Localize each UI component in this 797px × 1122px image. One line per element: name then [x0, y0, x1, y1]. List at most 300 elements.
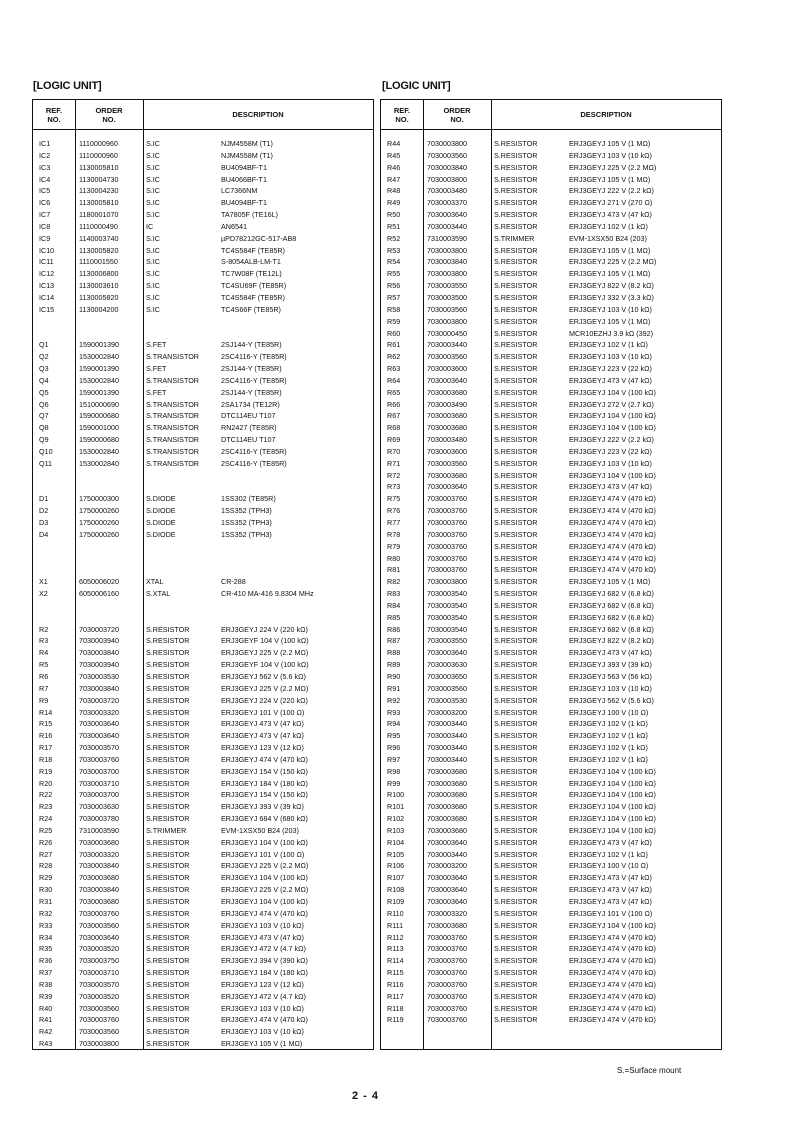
cell-typ: S.RESISTOR	[494, 600, 538, 610]
table-row	[33, 422, 373, 434]
cell-val: ERJ3GEYJ 105 V (1 MΩ)	[569, 269, 651, 279]
table-row	[381, 943, 721, 955]
cell-ord: 7030003680	[79, 873, 119, 883]
table-row	[33, 150, 373, 162]
table-row	[381, 967, 721, 979]
cell-typ: S.RESISTOR	[146, 908, 190, 918]
cell-typ: S.RESISTOR	[494, 612, 538, 622]
cell-val: ERJ3GEYJ 104 V (100 kΩ)	[569, 423, 656, 433]
table-row	[33, 197, 373, 209]
table-row	[33, 683, 373, 695]
cell-ord: 7030003720	[79, 695, 119, 705]
cell-ref: R44	[387, 139, 401, 148]
cell-ord: 7030003720	[79, 624, 119, 634]
cell-typ: S.RESISTOR	[146, 861, 190, 871]
cell-typ: S.RESISTOR	[494, 186, 538, 196]
cell-typ: S.RESISTOR	[494, 529, 538, 539]
cell-ord: 7030003320	[79, 849, 119, 859]
cell-val: AN6541	[221, 221, 247, 231]
table-row	[381, 375, 721, 387]
table-row	[381, 209, 721, 221]
cell-ord: 7030003640	[427, 873, 467, 883]
cell-ord: 1750000260	[79, 529, 119, 539]
cell-ord: 1130005820	[79, 292, 119, 302]
cell-val: ERJ3GEYJ 472 V (4.7 kΩ)	[221, 991, 306, 1001]
table-row	[33, 813, 373, 825]
cell-ref: R79	[387, 541, 401, 551]
cell-ref: R28	[39, 861, 53, 871]
cell-ref: R86	[387, 624, 401, 634]
table-row	[33, 754, 373, 766]
cell-ord: 7030003200	[427, 861, 467, 871]
cell-ref: R111	[387, 920, 404, 930]
cell-ord: 7030003710	[79, 778, 119, 788]
cell-typ: S.RESISTOR	[494, 802, 538, 812]
cell-ref: R53	[387, 245, 401, 255]
cell-val: ERJ3GEYF 104 V (100 kΩ)	[221, 660, 309, 670]
cell-typ: S.RESISTOR	[494, 825, 538, 835]
cell-val: ERJ3GEYJ 473 V (47 kΩ)	[569, 482, 652, 492]
table-row	[381, 339, 721, 351]
cell-ref: R42	[39, 1027, 53, 1037]
cell-ref: R45	[387, 150, 401, 160]
cell-ord: 7030003540	[427, 624, 467, 634]
cell-typ: S.RESISTOR	[494, 423, 538, 433]
cell-typ: S.RESISTOR	[494, 814, 538, 824]
cell-ref: R4	[39, 648, 49, 658]
cell-ref: R91	[387, 683, 401, 693]
table-row	[381, 481, 721, 493]
cell-ref: R31	[39, 897, 53, 906]
cell-ord: 7030003440	[427, 221, 467, 231]
cell-typ: S.RESISTOR	[146, 671, 190, 681]
table-row	[381, 316, 721, 328]
cell-ord: 7030003540	[427, 589, 467, 599]
cell-val: ERJ3GEYF 104 V (100 kΩ)	[221, 636, 309, 646]
table-row	[33, 328, 373, 340]
cell-ord: 1750000300	[79, 494, 119, 504]
cell-typ: S.RESISTOR	[494, 210, 538, 220]
cell-ord: 7030000450	[427, 328, 467, 338]
table-row	[381, 659, 721, 671]
cell-ord: 7030003320	[427, 908, 467, 918]
cell-val: ERJ3GEYJ 682 V (6.8 kΩ)	[569, 624, 654, 634]
cell-val: ERJ3GEYJ 474 V (470 kΩ)	[569, 506, 656, 516]
cell-ref: D4	[39, 529, 49, 539]
cell-val: ERJ3GEYJ 104 V (100 kΩ)	[569, 470, 656, 480]
cell-ord: 1130004230	[79, 186, 119, 196]
cell-ref: IC15	[39, 304, 55, 314]
cell-typ: S.RESISTOR	[146, 778, 190, 788]
cell-val: CR-410 MA-416 9.8304 MHz	[221, 589, 314, 599]
left-header-description	[143, 100, 373, 129]
cell-val: ERJ3GEYJ 474 V (470 kΩ)	[569, 518, 656, 527]
table-row	[33, 470, 373, 482]
table-row	[33, 707, 373, 719]
cell-ord: 7030003840	[79, 885, 119, 895]
left-section-title: [LOGIC UNIT]	[33, 80, 102, 92]
cell-ref: R14	[39, 707, 53, 717]
table-row	[381, 754, 721, 766]
table-row	[33, 209, 373, 221]
table-row	[33, 434, 373, 446]
cell-typ: S.RESISTOR	[494, 162, 538, 172]
cell-ord: 7030003760	[427, 944, 467, 954]
cell-typ: S.TRIMMER	[146, 825, 187, 835]
cell-val: ERJ3GEYJ 474 V (470 kΩ)	[569, 553, 656, 563]
cell-ref: R88	[387, 648, 401, 658]
cell-val: ERJ3GEYJ 105 V (1 MΩ)	[569, 245, 651, 255]
cell-typ: S.RESISTOR	[146, 897, 190, 906]
cell-ord: 7030003760	[79, 1015, 119, 1025]
table-row	[381, 695, 721, 707]
cell-typ: S.RESISTOR	[494, 695, 538, 705]
cell-ref: R75	[387, 494, 401, 504]
table-row	[381, 718, 721, 730]
cell-ord: 6050006160	[79, 589, 119, 599]
cell-ord: 1750000260	[79, 518, 119, 527]
cell-ord: 1130003610	[79, 281, 119, 291]
table-row	[33, 837, 373, 849]
cell-typ: S.TRANSISTOR	[146, 423, 199, 433]
left-header-description-text: DESCRIPTION	[232, 110, 284, 119]
cell-val: ERJ3GEYJ 101 V (100 Ω)	[221, 707, 305, 717]
cell-val: ERJ3GEYJ 105 V (1 MΩ)	[569, 316, 651, 326]
cell-ord: 7030003630	[427, 660, 467, 670]
cell-ref: IC5	[39, 186, 51, 196]
cell-val: ERJ3GEYJ 224 V (220 kΩ)	[221, 695, 308, 705]
cell-ord: 7030003530	[427, 695, 467, 705]
cell-ord: 1130004730	[79, 174, 119, 184]
left-header-ref-text: REF. NO.	[45, 105, 63, 124]
cell-ord: 7310003590	[79, 825, 119, 835]
cell-typ: S.RESISTOR	[494, 352, 538, 362]
table-row	[33, 316, 373, 328]
cell-val: ERJ3GEYJ 225 V (2.2 MΩ)	[221, 885, 309, 895]
cell-ref: R108	[387, 885, 405, 895]
cell-ref: R119	[387, 1015, 404, 1025]
cell-typ: S.RESISTOR	[494, 979, 538, 989]
cell-val: ERJ3GEYJ 562 V (5.6 kΩ)	[569, 695, 654, 705]
table-row	[33, 517, 373, 529]
table-row	[381, 328, 721, 340]
cell-val: BU4094BF-T1	[221, 162, 267, 172]
cell-typ: S.RESISTOR	[494, 1003, 538, 1013]
cell-ord: 7030003760	[427, 1015, 467, 1025]
cell-typ: S.RESISTOR	[146, 731, 190, 741]
cell-ord: 7030003560	[427, 304, 467, 314]
cell-val: ERJ3GEYJ 104 V (100 kΩ)	[569, 790, 656, 800]
cell-val: ERJ3GEYJ 473 V (47 kΩ)	[569, 648, 652, 658]
cell-ref: R90	[387, 671, 401, 681]
table-row	[381, 1003, 721, 1015]
cell-val: ERJ3GEYJ 474 V (470 kΩ)	[569, 991, 656, 1001]
cell-ord: 7030003440	[427, 731, 467, 741]
cell-ord: 1590001390	[79, 364, 119, 374]
cell-val: 2SC4116-Y (TE85R)	[221, 352, 287, 362]
cell-ord: 1590000680	[79, 411, 119, 421]
table-row	[33, 801, 373, 813]
table-row	[381, 304, 721, 316]
cell-typ: S.RESISTOR	[494, 719, 538, 729]
cell-typ: S.RESISTOR	[494, 897, 538, 906]
cell-val: TC4S584F (TE85R)	[221, 245, 285, 255]
cell-typ: S.IC	[146, 233, 160, 243]
cell-ord: 1140003740	[79, 233, 119, 243]
cell-ref: R47	[387, 174, 401, 184]
cell-ref: R58	[387, 304, 401, 314]
left-header-order	[75, 100, 143, 129]
cell-val: 2SC4116-Y (TE85R)	[221, 446, 287, 456]
table-row	[33, 280, 373, 292]
cell-val: 2SJ144-Y (TE85R)	[221, 340, 282, 350]
table-row	[381, 742, 721, 754]
cell-ref: R96	[387, 743, 401, 753]
cell-typ: S.RESISTOR	[146, 920, 190, 930]
cell-typ: S.RESISTOR	[494, 553, 538, 563]
table-row	[381, 363, 721, 375]
cell-ord: 7030003680	[427, 825, 467, 835]
cell-ord: 1530002840	[79, 446, 119, 456]
cell-ref: Q9	[39, 435, 49, 445]
cell-typ: S.IC	[146, 186, 160, 196]
cell-ord: 7030003640	[427, 210, 467, 220]
cell-ref: R32	[39, 908, 53, 918]
cell-ref: R49	[387, 198, 401, 208]
cell-val: ERJ3GEYJ 822 V (8.2 kΩ)	[569, 281, 654, 291]
cell-val: 2SC4116-Y (TE85R)	[221, 458, 287, 468]
table-row	[33, 529, 373, 541]
cell-val: ERJ3GEYJ 474 V (470 kΩ)	[221, 754, 308, 764]
cell-val: ERJ3GEYJ 225 V (2.2 MΩ)	[221, 861, 309, 871]
table-row	[381, 422, 721, 434]
cell-val: 2SJ144-Y (TE85R)	[221, 364, 282, 374]
cell-ref: R71	[387, 458, 401, 468]
table-row	[381, 624, 721, 636]
cell-typ: S.DIODE	[146, 518, 176, 527]
cell-typ: S.IC	[146, 245, 160, 255]
table-row	[33, 458, 373, 470]
cell-ord: 7030003550	[427, 281, 467, 291]
cell-val: CR-288	[221, 577, 246, 587]
cell-val: ERJ3GEYJ 222 V (2.2 kΩ)	[569, 186, 654, 196]
cell-typ: S.RESISTOR	[494, 375, 538, 385]
cell-val: ERJ3GEYJ 472 V (4.7 kΩ)	[221, 944, 306, 954]
cell-val: ERJ3GEYJ 104 V (100 kΩ)	[221, 837, 308, 847]
cell-ord: 7030003760	[427, 541, 467, 551]
cell-val: LC7366NM	[221, 186, 258, 196]
table-row	[381, 920, 721, 932]
cell-ref: R41	[39, 1015, 53, 1025]
cell-typ: S.RESISTOR	[146, 636, 190, 646]
cell-typ: S.RESISTOR	[494, 399, 538, 409]
table-row	[33, 730, 373, 742]
cell-typ: S.RESISTOR	[494, 707, 538, 717]
table-row	[381, 470, 721, 482]
table-row	[381, 908, 721, 920]
table-row	[381, 778, 721, 790]
table-row	[381, 872, 721, 884]
cell-val: DTC114EU T107	[221, 411, 276, 421]
cell-ref: D3	[39, 518, 49, 527]
cell-ref: R64	[387, 375, 401, 385]
table-row	[33, 387, 373, 399]
cell-ref: R67	[387, 411, 401, 421]
table-row	[381, 529, 721, 541]
cell-val: ERJ3GEYJ 474 V (470 kΩ)	[569, 968, 656, 978]
cell-val: ERJ3GEYJ 225 V (2.2 MΩ)	[569, 162, 657, 172]
table-row	[33, 908, 373, 920]
table-row	[381, 789, 721, 801]
left-parts-table	[32, 99, 374, 1050]
cell-ref: IC4	[39, 174, 51, 184]
table-row	[33, 766, 373, 778]
cell-typ: S.RESISTOR	[146, 956, 190, 966]
table-row	[33, 493, 373, 505]
table-row	[33, 174, 373, 186]
cell-val: TC4S584F (TE85R)	[221, 292, 285, 302]
cell-ord: 7030003680	[427, 766, 467, 776]
cell-val: 2SJ144-Y (TE85R)	[221, 387, 282, 397]
cell-ref: R29	[39, 873, 53, 883]
cell-ord: 7030003680	[427, 790, 467, 800]
left-header-order-text: ORDER NO.	[95, 105, 123, 124]
cell-ord: 7030003560	[79, 920, 119, 930]
cell-val: ERJ3GEYJ 102 V (1 kΩ)	[569, 743, 648, 753]
cell-ord: 1110000960	[79, 150, 118, 160]
cell-typ: S.RESISTOR	[146, 743, 190, 753]
cell-typ: S.RESISTOR	[494, 766, 538, 776]
cell-ord: 7030003640	[427, 482, 467, 492]
cell-typ: S.IC	[146, 139, 160, 148]
cell-typ: S.RESISTOR	[146, 849, 190, 859]
cell-ord: 7030003800	[427, 269, 467, 279]
table-row	[33, 564, 373, 576]
cell-ord: 1130006800	[79, 269, 119, 279]
cell-ord: 7030003540	[427, 600, 467, 610]
cell-typ: S.RESISTOR	[494, 411, 538, 421]
cell-val: ERJ3GEYJ 474 V (470 kΩ)	[569, 932, 656, 942]
cell-ref: R18	[39, 754, 53, 764]
cell-ref: R43	[39, 1039, 53, 1049]
cell-ref: R5	[39, 660, 49, 670]
cell-val: ERJ3GEYJ 222 V (2.2 kΩ)	[569, 435, 654, 445]
table-row	[33, 943, 373, 955]
cell-ord: 7030003680	[427, 387, 467, 397]
cell-typ: S.IC	[146, 304, 160, 314]
cell-ord: 7030003320	[79, 707, 119, 717]
cell-ord: 1110001550	[79, 257, 118, 267]
cell-val: ERJ3GEYJ 100 V (10 Ω)	[569, 861, 649, 871]
cell-typ: S.RESISTOR	[146, 885, 190, 895]
table-row	[33, 221, 373, 233]
cell-typ: S.RESISTOR	[146, 932, 190, 942]
cell-ref: IC2	[39, 150, 51, 160]
cell-ord: 7030003520	[79, 991, 119, 1001]
cell-val: ERJ3GEYJ 474 V (470 kΩ)	[569, 565, 656, 575]
cell-ref: R59	[387, 316, 401, 326]
table-row	[33, 588, 373, 600]
cell-ref: X2	[39, 589, 48, 599]
cell-val: ERJ3GEYJ 272 V (2.7 kΩ)	[569, 399, 654, 409]
cell-val: ERJ3GEYJ 225 V (2.2 MΩ)	[221, 648, 309, 658]
table-row	[381, 801, 721, 813]
cell-typ: S.IC	[146, 269, 160, 279]
cell-typ: S.RESISTOR	[494, 340, 538, 350]
table-row	[381, 351, 721, 363]
cell-typ: S.RESISTOR	[494, 932, 538, 942]
cell-ref: R106	[387, 861, 405, 871]
cell-ref: IC8	[39, 221, 51, 231]
cell-val: ERJ3GEYJ 104 V (100 kΩ)	[569, 825, 656, 835]
cell-ord: 7030003680	[427, 423, 467, 433]
cell-ref: R27	[39, 849, 53, 859]
cell-typ: S.DIODE	[146, 506, 176, 516]
table-row	[381, 884, 721, 896]
table-row	[33, 245, 373, 257]
cell-typ: IC	[146, 221, 154, 231]
cell-typ: S.RESISTOR	[494, 446, 538, 456]
cell-ord: 7030003630	[79, 802, 119, 812]
cell-val: 1SS352 (TPH3)	[221, 529, 272, 539]
table-row	[381, 245, 721, 257]
cell-val: ERJ3GEYJ 473 V (47 kΩ)	[569, 885, 652, 895]
table-row	[33, 635, 373, 647]
cell-ref: R82	[387, 577, 401, 587]
right-header-order-text: ORDER NO.	[443, 105, 471, 124]
cell-typ: S.RESISTOR	[494, 671, 538, 681]
table-row	[381, 387, 721, 399]
cell-ord: 1510000690	[79, 399, 119, 409]
cell-typ: S.FET	[146, 364, 167, 374]
cell-ref: R102	[387, 814, 405, 824]
table-row	[33, 505, 373, 517]
cell-val: ERJ3GEYJ 105 V (1 MΩ)	[221, 1039, 303, 1049]
table-row	[33, 446, 373, 458]
cell-ord: 7030003560	[427, 683, 467, 693]
cell-ref: R107	[387, 873, 405, 883]
cell-val: ERJ3GEYJ 473 V (47 kΩ)	[569, 837, 652, 847]
cell-ord: 7030003940	[79, 660, 119, 670]
cell-ord: 7030003760	[427, 553, 467, 563]
cell-ord: 1590001000	[79, 423, 119, 433]
table-row	[381, 991, 721, 1003]
cell-ord: 7030003540	[427, 612, 467, 622]
cell-typ: S.RESISTOR	[494, 589, 538, 599]
cell-val: ERJ3GEYJ 103 V (10 kΩ)	[569, 150, 652, 160]
cell-typ: S.DIODE	[146, 494, 176, 504]
table-row	[381, 766, 721, 778]
cell-val: MCR10EZHJ 3.9 kΩ (392)	[569, 328, 654, 338]
cell-ord: 1530002840	[79, 375, 119, 385]
cell-ord: 7030003680	[427, 814, 467, 824]
cell-ord: 7030003440	[427, 754, 467, 764]
cell-ref: R118	[387, 1003, 404, 1013]
cell-typ: S.RESISTOR	[146, 790, 190, 800]
cell-typ: S.TRANSISTOR	[146, 399, 199, 409]
cell-ref: R92	[387, 695, 401, 705]
cell-ord: 7030003710	[79, 968, 119, 978]
cell-ord: 7030003800	[427, 316, 467, 326]
table-row	[33, 1038, 373, 1050]
cell-ref: Q6	[39, 399, 49, 409]
cell-typ: S.RESISTOR	[146, 802, 190, 812]
cell-typ: S.RESISTOR	[494, 790, 538, 800]
table-row	[381, 612, 721, 624]
table-row	[33, 481, 373, 493]
cell-ref: R35	[39, 944, 53, 954]
cell-typ: S.RESISTOR	[146, 683, 190, 693]
